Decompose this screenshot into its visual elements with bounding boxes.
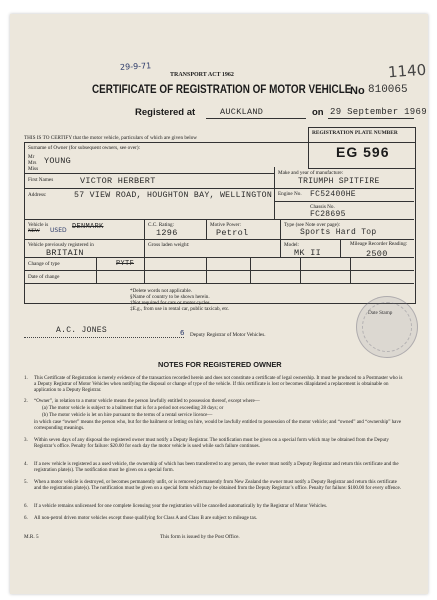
note-2: 2. “Owner”, in relation to a motor vehicle means the person lawfully entitled to possession thereof, except where— [24, 399, 260, 404]
notes-section [24, 376, 412, 591]
vehicle-model: MK II [294, 248, 322, 258]
certify-text: THIS IS TO CERTIFY that the motor vehicle, particulars of which are given below [24, 135, 198, 141]
plate-label: REGISTRATION PLATE NUMBER [312, 130, 398, 136]
number-label: No [350, 85, 365, 97]
make-label: Make and year of manufacture: [278, 170, 344, 176]
certificate-page [10, 14, 428, 594]
certificate-title: CERTIFICATE OF REGISTRATION OF MOTOR VEHICLE [92, 84, 352, 96]
note-6: 6. If a vehicle remains unlicensed for one complete licensing year the registration will be cancelled automatically by the Registrar of Motor Vehicles. [24, 504, 328, 509]
chassis-number: FC28695 [310, 210, 346, 219]
engine-number: FC52400HE [310, 190, 356, 199]
certificate-number: 810065 [368, 84, 408, 96]
owner-surname: YOUNG [44, 156, 72, 166]
vehicle-is-label: Vehicle is [28, 222, 49, 228]
registration-date: 29 September 1969 [330, 107, 427, 117]
mileage-label: Mileage Recorder Reading: [350, 241, 408, 247]
chassis-label: Chassis No. [310, 204, 335, 210]
note-2c: in which case “owner” means the person who, but for the bailment or letting on hire, would be lawfully entitled to possession of the motor vehicle; and “owned” and “ownership” have corresponding meanings. [34, 420, 402, 431]
top-handwriting: 29-9-71 [119, 61, 152, 72]
footnote-3: †Not required for cars or motor cycles. [130, 300, 211, 306]
vehicle-is-typed: DENMARK [72, 223, 104, 231]
first-names-label: First Names [28, 177, 54, 183]
first-names: VICTOR HERBERT [80, 176, 156, 186]
vehicle-type: Sports Hard Top [300, 228, 377, 237]
change-type-value: PYTF [116, 260, 135, 268]
title-mrs: Mrs [28, 160, 37, 166]
date-stamp-ring [362, 302, 412, 352]
date-stamp-label: Date Stamp [368, 310, 393, 316]
on-label: on [312, 107, 324, 118]
vehicle-is-new: NEW [28, 228, 40, 234]
form-code: M.R. 5 [24, 534, 39, 540]
plate-number: EG 596 [336, 144, 390, 160]
cc-label: C.C. Rating: [148, 222, 175, 228]
note-2a: (a) The motor vehicle is subject to a bailment that is for a period not exceeding 28 days; or [42, 406, 224, 411]
motive-power-label: Motive Power: [210, 222, 241, 228]
date-change-label: Date of change [28, 274, 60, 280]
footnote-2: §Name of country to be shown herein. [130, 294, 210, 300]
gross-laden-label: Gross laden weight: [148, 242, 190, 248]
deputy-initial: 6 [180, 329, 185, 337]
note-4: 4. If a new vehicle is registered as a used vehicle, the ownership of which has been transferred to any person, the owner must notify a Deputy Registrar and return this certificate and the registration plate(s). The notification must be given on a special form. [24, 462, 399, 473]
motive-power: Petrol [216, 228, 249, 238]
title-miss: Miss [28, 166, 39, 172]
footer-text: This form is issued by the Post Office. [160, 534, 240, 540]
address-label: Address: [28, 192, 47, 198]
notes-title: NOTES FOR REGISTERED OWNER [158, 360, 282, 369]
act-heading: TRANSPORT ACT 1962 [170, 72, 234, 78]
prev-registered-country: BRITAIN [46, 248, 84, 258]
change-type-label: Change of type [28, 261, 60, 267]
registered-at-value: AUCKLAND [220, 107, 264, 117]
deputy-registrar-label: Deputy Registrar of Motor Vehicles. [190, 332, 266, 338]
prev-registered-label: Vehicle previously registered in [28, 242, 94, 248]
registrar-signature: A.C. JONES [56, 326, 108, 335]
note-5: 5. When a motor vehicle is destroyed, or becomes permanently unfit, or is removed permanently from New Zealand the owner must notify a Deputy Registrar and return this certificate and the registration plate(s). The notification must be given on a special form which may be obtained from the Deputy Registrar’s office. Penalty for failure: $100.00 for every offence. [24, 480, 402, 491]
model-label: Model: [284, 242, 299, 248]
vehicle-make: TRIUMPH SPITFIRE [298, 177, 380, 186]
engine-label: Engine No. [278, 191, 302, 197]
type-label: Type (see Note over page): [284, 222, 341, 228]
owner-address: 57 VIEW ROAD, HOUGHTON BAY, WELLINGTON [74, 191, 273, 200]
footnote-1: *Delete words not applicable. [130, 288, 192, 294]
registered-at-label: Registered at [135, 107, 196, 118]
note-2b: (b) The motor vehicle is let on hire pursuant to the terms of a rental service licence— [42, 413, 213, 418]
note-3: 3. Within seven days of any disposal the registered owner must notify a Deputy Registrar. The notification must be given on a special form which may be obtained from the Deputy Registrar’s office. Penalty for failure: $20.00 for each day the motor vehicle is used while such failure continues. [24, 438, 389, 449]
vehicle-is-used: USED [50, 227, 67, 234]
mileage-reading: 2500 [366, 249, 388, 259]
cc-rating: 1296 [156, 228, 178, 238]
title-mr: Mr [28, 154, 35, 160]
note-1: 1. This Certificate of Registration is merely evidence of the transaction recorded herein and does not constitute a certificate of legal ownership. It must be produced to a Postmaster who is a Deputy Registrar of Motor Vehicles when notifying the disposal or change of type of the vehicle. If this certificate is lost or becomes dilapidated a replacement is obtainable on application to a Deputy Registrar. [24, 376, 403, 393]
owner-surname-label: Surname of Owner (for subsequent owners, see over): [28, 145, 141, 151]
footnote-4: ‡E.g., from use in rental car, public taxicab, etc. [130, 306, 230, 312]
note-7: 6. All non-petrol driven motor vehicles except those qualifying for Class A and Class B are subject to mileage tax. [24, 516, 258, 521]
corner-handwriting: 1140 [387, 60, 427, 82]
